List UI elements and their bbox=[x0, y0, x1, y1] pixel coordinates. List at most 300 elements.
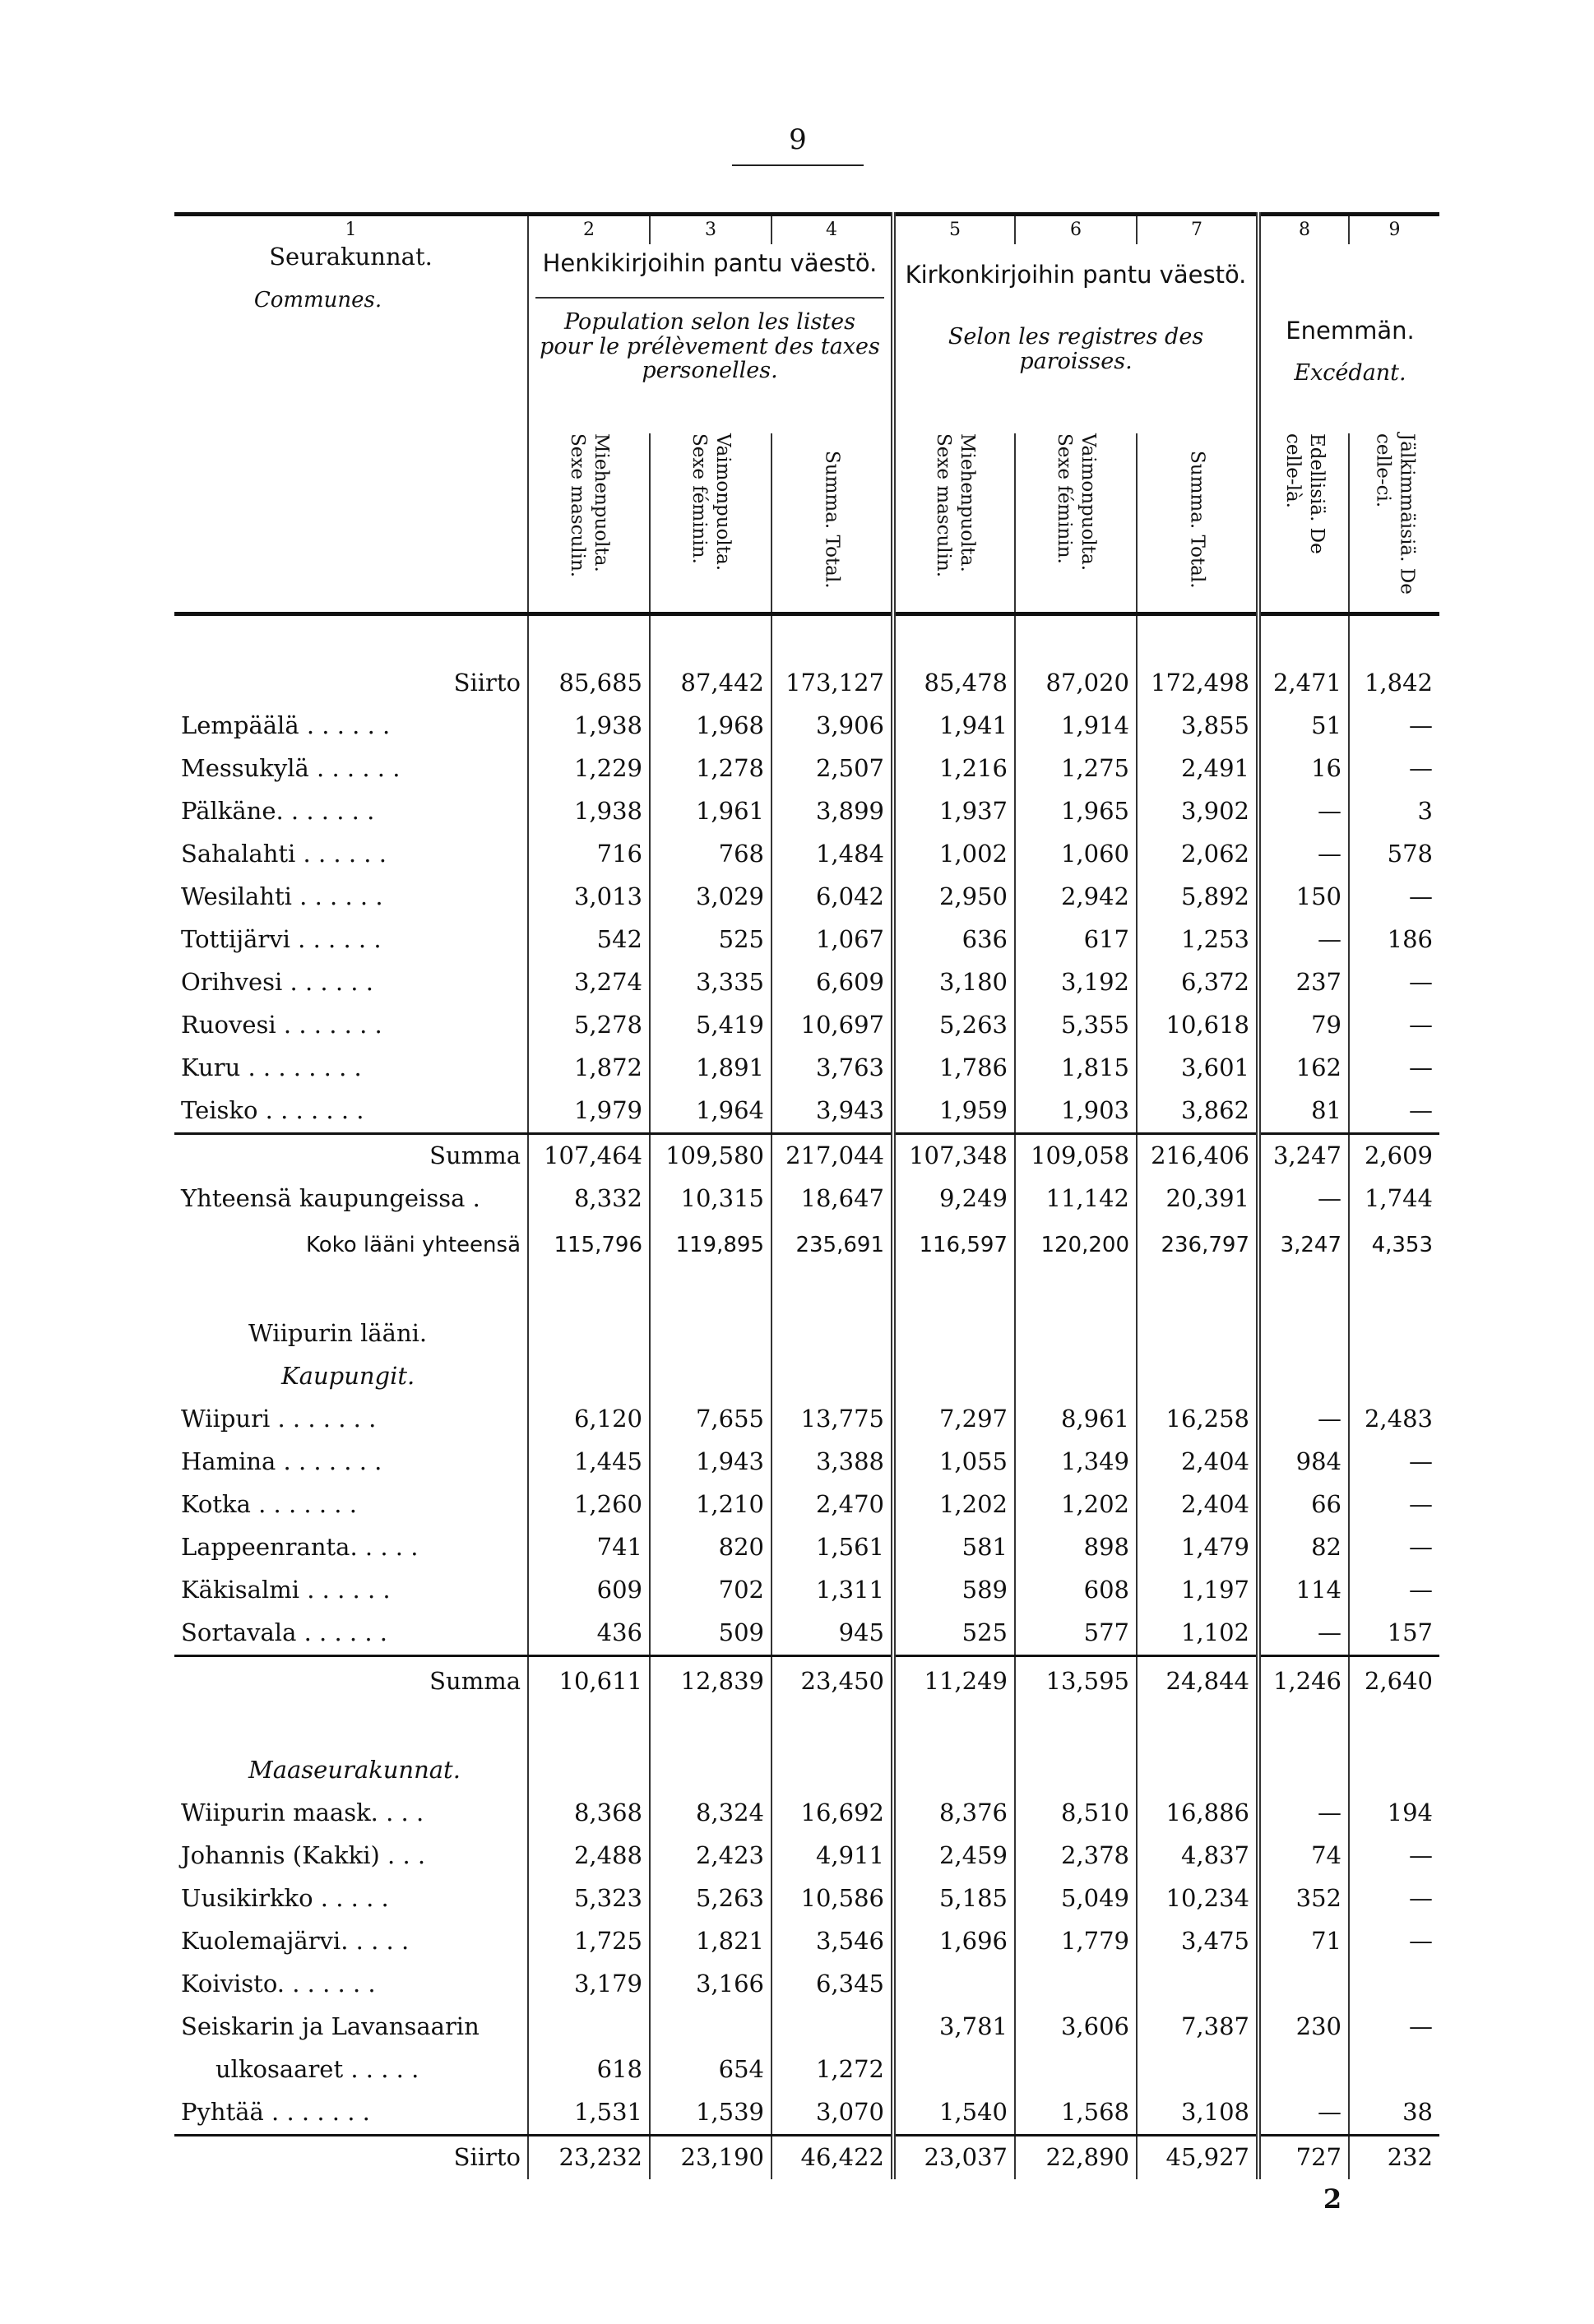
cell: 6,372 bbox=[1137, 961, 1258, 1004]
row-label: Seiskarin ja Lavansaarin bbox=[181, 2012, 480, 2040]
cell: 525 bbox=[893, 1612, 1015, 1656]
town-name: Sortavala . . . . . . bbox=[181, 1618, 387, 1646]
cell: 13,775 bbox=[772, 1398, 893, 1441]
table-row bbox=[174, 1398, 1439, 1441]
cell: 1,246 bbox=[1258, 1655, 1349, 1706]
cell: — bbox=[1258, 1398, 1349, 1441]
cell: 23,450 bbox=[772, 1655, 893, 1706]
cell: 3,013 bbox=[528, 876, 650, 919]
summa-row bbox=[174, 1655, 1439, 1706]
cell bbox=[1015, 1963, 1137, 2006]
cell: 3,855 bbox=[1137, 705, 1258, 748]
cell: 3,179 bbox=[528, 1963, 650, 2006]
cell: 1,979 bbox=[528, 1090, 650, 1134]
cell: 618 bbox=[528, 2049, 650, 2091]
cell: 87,442 bbox=[650, 662, 772, 705]
cell: 107,464 bbox=[528, 1133, 650, 1178]
cell bbox=[893, 2049, 1015, 2091]
cell: 1,937 bbox=[893, 790, 1015, 833]
cell bbox=[1349, 1706, 1439, 1749]
cell: 1,872 bbox=[528, 1047, 650, 1090]
colnum-3: 3 bbox=[650, 215, 772, 245]
communes-subheader bbox=[174, 433, 528, 613]
cell bbox=[893, 1749, 1015, 1792]
cell: — bbox=[1349, 876, 1439, 919]
group1-header-fr: Population selon les listes pour le prélèvement des taxes personelles. bbox=[535, 297, 884, 383]
cell: 236,797 bbox=[1137, 1220, 1258, 1270]
cell: 984 bbox=[1258, 1441, 1349, 1484]
cell bbox=[528, 1270, 650, 1312]
cell: — bbox=[1349, 1877, 1439, 1920]
cell: — bbox=[1349, 1090, 1439, 1134]
table-row bbox=[174, 1792, 1439, 1835]
cell: 172,498 bbox=[1137, 662, 1258, 705]
town-name: Wiipuri . . . . . . . bbox=[181, 1404, 377, 1433]
seiskari-row-1 bbox=[174, 2006, 1439, 2049]
cell: 2,942 bbox=[1015, 876, 1137, 919]
cell: 1,779 bbox=[1015, 1920, 1137, 1963]
cell: 18,647 bbox=[772, 1178, 893, 1220]
cell: 3,763 bbox=[772, 1047, 893, 1090]
cell bbox=[1349, 1312, 1439, 1355]
commune-name: Pälkäne. . . . . . . bbox=[181, 796, 375, 825]
table-row bbox=[174, 1612, 1439, 1656]
cell: 3,781 bbox=[893, 2006, 1015, 2049]
table-row bbox=[174, 833, 1439, 876]
spacer-row bbox=[174, 613, 1439, 662]
cell: 10,586 bbox=[772, 1877, 893, 1920]
cell: 1,202 bbox=[1015, 1484, 1137, 1526]
cell: 23,232 bbox=[528, 2135, 650, 2179]
cell: 2,378 bbox=[1015, 1835, 1137, 1877]
cell: 1,941 bbox=[893, 705, 1015, 748]
cell: 1,311 bbox=[772, 1569, 893, 1612]
cell: 3,902 bbox=[1137, 790, 1258, 833]
cell: 85,478 bbox=[893, 662, 1015, 705]
cell: 5,263 bbox=[650, 1877, 772, 1920]
cell: — bbox=[1349, 1004, 1439, 1047]
carry-row-top bbox=[174, 662, 1439, 705]
cell: 10,618 bbox=[1137, 1004, 1258, 1047]
prev-header: Edellisiä. De celle-là. bbox=[1258, 433, 1349, 613]
commune-name: Sahalahti . . . . . . bbox=[181, 839, 387, 868]
cell: 509 bbox=[650, 1612, 772, 1656]
cell: 119,895 bbox=[650, 1220, 772, 1270]
carry-label: Siirto bbox=[453, 668, 521, 697]
cell: — bbox=[1349, 1569, 1439, 1612]
cell: 1,959 bbox=[893, 1090, 1015, 1134]
cell: 3,180 bbox=[893, 961, 1015, 1004]
cell: 1,914 bbox=[1015, 705, 1137, 748]
cell: 85,685 bbox=[528, 662, 650, 705]
cell bbox=[1137, 1270, 1258, 1312]
table-row bbox=[174, 919, 1439, 961]
cell: — bbox=[1258, 1178, 1349, 1220]
cell: 3,601 bbox=[1137, 1047, 1258, 1090]
cell: 1,943 bbox=[650, 1441, 772, 1484]
cell: 22,890 bbox=[1015, 2135, 1137, 2179]
cell: 702 bbox=[650, 1569, 772, 1612]
cell: — bbox=[1258, 790, 1349, 833]
cell: 1,568 bbox=[1015, 2091, 1137, 2136]
cell: 5,185 bbox=[893, 1877, 1015, 1920]
towns-row bbox=[174, 1178, 1439, 1220]
cell bbox=[1349, 1963, 1439, 2006]
cell: 4,353 bbox=[1349, 1220, 1439, 1270]
cell: 3,899 bbox=[772, 790, 893, 833]
cell bbox=[1349, 1355, 1439, 1398]
colnum-8: 8 bbox=[1258, 215, 1349, 245]
female-header-2: Vaimonpuolta. Sexe féminin. bbox=[1015, 433, 1137, 613]
cell: 3,606 bbox=[1015, 2006, 1137, 2049]
cell: 8,332 bbox=[528, 1178, 650, 1220]
table-row bbox=[174, 1047, 1439, 1090]
cell: 2,404 bbox=[1137, 1484, 1258, 1526]
cell: 8,376 bbox=[893, 1792, 1015, 1835]
cell: 1,539 bbox=[650, 2091, 772, 2136]
commune-name: Orihvesi . . . . . . bbox=[181, 967, 373, 996]
cell: 3,906 bbox=[772, 705, 893, 748]
cell: 3,108 bbox=[1137, 2091, 1258, 2136]
cell: 741 bbox=[528, 1526, 650, 1569]
cell: 115,796 bbox=[528, 1220, 650, 1270]
cell: 820 bbox=[650, 1526, 772, 1569]
commune-name: Wiipurin maask. . . . bbox=[181, 1798, 424, 1826]
cell: 3,335 bbox=[650, 961, 772, 1004]
cell: 12,839 bbox=[650, 1655, 772, 1706]
cell: 609 bbox=[528, 1569, 650, 1612]
cell: — bbox=[1349, 1047, 1439, 1090]
table-row bbox=[174, 705, 1439, 748]
cell bbox=[772, 1749, 893, 1792]
commune-name: Lempäälä . . . . . . bbox=[181, 711, 391, 739]
cell: 3,247 bbox=[1258, 1133, 1349, 1178]
cell bbox=[893, 1270, 1015, 1312]
cell: 768 bbox=[650, 833, 772, 876]
male-header-2: Miehenpuolta. Sexe masculin. bbox=[893, 433, 1015, 613]
cell: 235,691 bbox=[772, 1220, 893, 1270]
cell bbox=[1015, 1749, 1137, 1792]
cell: 1,055 bbox=[893, 1441, 1015, 1484]
cell bbox=[772, 1270, 893, 1312]
cell: 81 bbox=[1258, 1090, 1349, 1134]
town-name: Hamina . . . . . . . bbox=[181, 1447, 382, 1475]
female-header-1: Vaimonpuolta. Sexe féminin. bbox=[650, 433, 772, 613]
cell bbox=[1349, 1270, 1439, 1312]
group3-header-fr: Excédant. bbox=[1294, 359, 1406, 386]
cell: 3,192 bbox=[1015, 961, 1137, 1004]
cell: 16,886 bbox=[1137, 1792, 1258, 1835]
table-row bbox=[174, 1569, 1439, 1612]
row-label: Maaseurakunnat. bbox=[248, 1755, 461, 1784]
cell: 11,249 bbox=[893, 1655, 1015, 1706]
cell: 1,067 bbox=[772, 919, 893, 961]
cell: 1,216 bbox=[893, 748, 1015, 790]
cell: 1,938 bbox=[528, 705, 650, 748]
cell bbox=[650, 1270, 772, 1312]
table-row bbox=[174, 1835, 1439, 1877]
cell: 945 bbox=[772, 1612, 893, 1656]
cell: 10,697 bbox=[772, 1004, 893, 1047]
cell: 5,278 bbox=[528, 1004, 650, 1047]
cell: 162 bbox=[1258, 1047, 1349, 1090]
cell bbox=[1015, 1706, 1137, 1749]
cell: — bbox=[1349, 1920, 1439, 1963]
section-subtitle-row bbox=[174, 1355, 1439, 1398]
cell: 107,348 bbox=[893, 1133, 1015, 1178]
table-row bbox=[174, 961, 1439, 1004]
cell: — bbox=[1349, 1441, 1439, 1484]
cell: — bbox=[1349, 2006, 1439, 2049]
cell: 1,968 bbox=[650, 705, 772, 748]
cell bbox=[1137, 1312, 1258, 1355]
cell: — bbox=[1258, 2091, 1349, 2136]
row-label: Summa bbox=[174, 1133, 528, 1178]
cell: 5,323 bbox=[528, 1877, 650, 1920]
total-row bbox=[174, 1220, 1439, 1270]
cell: 436 bbox=[528, 1612, 650, 1656]
cell: 8,368 bbox=[528, 1792, 650, 1835]
cell: 3,274 bbox=[528, 961, 650, 1004]
cell: 1,197 bbox=[1137, 1569, 1258, 1612]
cell bbox=[772, 1706, 893, 1749]
cell: 898 bbox=[1015, 1526, 1137, 1569]
cell bbox=[893, 1963, 1015, 2006]
cell: 1,275 bbox=[1015, 748, 1137, 790]
cell: 10,315 bbox=[650, 1178, 772, 1220]
subheader-row bbox=[174, 433, 1439, 613]
cell: 1,891 bbox=[650, 1047, 772, 1090]
cell bbox=[650, 1749, 772, 1792]
cell: 3 bbox=[1349, 790, 1439, 833]
cell: 1,060 bbox=[1015, 833, 1137, 876]
cell: 1,229 bbox=[528, 748, 650, 790]
cell: 11,142 bbox=[1015, 1178, 1137, 1220]
row-label: Koko lääni yhteensä bbox=[305, 1232, 521, 1257]
page-number-rule bbox=[732, 164, 864, 166]
cell bbox=[528, 1706, 650, 1749]
cell: 2,470 bbox=[772, 1484, 893, 1526]
cell bbox=[772, 1312, 893, 1355]
cell: 1,260 bbox=[528, 1484, 650, 1526]
commune-name: Kuru . . . . . . . . bbox=[181, 1053, 362, 1081]
cell bbox=[650, 1355, 772, 1398]
table-row bbox=[174, 748, 1439, 790]
cell: 120,200 bbox=[1015, 1220, 1137, 1270]
cell bbox=[1258, 2049, 1349, 2091]
table-row bbox=[174, 1090, 1439, 1134]
colnum-5: 5 bbox=[893, 215, 1015, 245]
cell: 578 bbox=[1349, 833, 1439, 876]
row-label: Pyhtää . . . . . . . bbox=[181, 2097, 370, 2126]
table-row bbox=[174, 1526, 1439, 1569]
cell: 3,166 bbox=[650, 1963, 772, 2006]
commune-name: Tottijärvi . . . . . . bbox=[181, 924, 382, 953]
cell: 237 bbox=[1258, 961, 1349, 1004]
cell: 10,234 bbox=[1137, 1877, 1258, 1920]
cell bbox=[1137, 1749, 1258, 1792]
cell: 3,388 bbox=[772, 1441, 893, 1484]
cell: 1,696 bbox=[893, 1920, 1015, 1963]
cell: 217,044 bbox=[772, 1133, 893, 1178]
cell: 79 bbox=[1258, 1004, 1349, 1047]
cell: — bbox=[1258, 833, 1349, 876]
group1-header bbox=[528, 244, 893, 433]
cell: 87,020 bbox=[1015, 662, 1137, 705]
cell: 636 bbox=[893, 919, 1015, 961]
cell: — bbox=[1349, 1526, 1439, 1569]
commune-name: Johannis (Kakki) . . . bbox=[181, 1840, 426, 1869]
cell: 2,483 bbox=[1349, 1398, 1439, 1441]
cell: 1,540 bbox=[893, 2091, 1015, 2136]
group2-header-fi: Kirkonkirjoihin pantu väestö. bbox=[905, 261, 1247, 289]
cell: — bbox=[1349, 748, 1439, 790]
cell: 1,842 bbox=[1349, 662, 1439, 705]
cell: — bbox=[1349, 1835, 1439, 1877]
cell bbox=[528, 2006, 650, 2049]
cell: 7,655 bbox=[650, 1398, 772, 1441]
group3-header-fi: Enemmän. bbox=[1286, 317, 1415, 345]
cell: 1,002 bbox=[893, 833, 1015, 876]
cell: — bbox=[1349, 961, 1439, 1004]
communes-header bbox=[174, 244, 528, 433]
cell: 1,561 bbox=[772, 1526, 893, 1569]
cell: 16,692 bbox=[772, 1792, 893, 1835]
cell: 186 bbox=[1349, 919, 1439, 961]
cell bbox=[893, 1312, 1015, 1355]
cell bbox=[1349, 2049, 1439, 2091]
table-row bbox=[174, 1920, 1439, 1963]
cell: 7,297 bbox=[893, 1398, 1015, 1441]
cell: 1,965 bbox=[1015, 790, 1137, 833]
cell: 5,263 bbox=[893, 1004, 1015, 1047]
summa-row bbox=[174, 1133, 1439, 1178]
colnum-7: 7 bbox=[1137, 215, 1258, 245]
cell: 1,531 bbox=[528, 2091, 650, 2136]
total-header-1: Summa. Total. bbox=[772, 433, 893, 613]
section-title-row bbox=[174, 1312, 1439, 1355]
cell: 2,950 bbox=[893, 876, 1015, 919]
commune-name: Kuolemajärvi. . . . . bbox=[181, 1926, 410, 1955]
group1-header-fi: Henkikirjoihin pantu väestö. bbox=[542, 249, 878, 277]
cell: 608 bbox=[1015, 1569, 1137, 1612]
cell bbox=[772, 1355, 893, 1398]
cell: 1,821 bbox=[650, 1920, 772, 1963]
cell: 3,475 bbox=[1137, 1920, 1258, 1963]
cell: 230 bbox=[1258, 2006, 1349, 2049]
cell: 51 bbox=[1258, 705, 1349, 748]
cell: 116,597 bbox=[893, 1220, 1015, 1270]
column-numbers-row bbox=[174, 215, 1439, 245]
cell: 1,815 bbox=[1015, 1047, 1137, 1090]
cell: 1,102 bbox=[1137, 1612, 1258, 1656]
cell: 1,786 bbox=[893, 1047, 1015, 1090]
page-number: 9 bbox=[789, 123, 807, 156]
cell: 1,744 bbox=[1349, 1178, 1439, 1220]
group-header-row bbox=[174, 244, 1439, 433]
cell: 194 bbox=[1349, 1792, 1439, 1835]
cell: 16 bbox=[1258, 748, 1349, 790]
cell: — bbox=[1258, 1792, 1349, 1835]
cell: 1,938 bbox=[528, 790, 650, 833]
cell: 109,058 bbox=[1015, 1133, 1137, 1178]
cell: 1,479 bbox=[1137, 1526, 1258, 1569]
group2-header bbox=[893, 244, 1258, 433]
cell: 617 bbox=[1015, 919, 1137, 961]
cell: 727 bbox=[1258, 2135, 1349, 2179]
cell: 6,345 bbox=[772, 1963, 893, 2006]
cell: 2,062 bbox=[1137, 833, 1258, 876]
commune-name: Teisko . . . . . . . bbox=[181, 1095, 364, 1124]
cell bbox=[1015, 1270, 1137, 1312]
cell: 654 bbox=[650, 2049, 772, 2091]
cell bbox=[1258, 1749, 1349, 1792]
table-row bbox=[174, 1441, 1439, 1484]
cell: 5,419 bbox=[650, 1004, 772, 1047]
colnum-4: 4 bbox=[772, 215, 893, 245]
cell: 38 bbox=[1349, 2091, 1439, 2136]
table-row bbox=[174, 1877, 1439, 1920]
cell: 2,423 bbox=[650, 1835, 772, 1877]
cell: 6,120 bbox=[528, 1398, 650, 1441]
cell: 1,903 bbox=[1015, 1090, 1137, 1134]
row-label bbox=[174, 1706, 528, 1749]
cell: 45,927 bbox=[1137, 2135, 1258, 2179]
cell: 1,725 bbox=[528, 1920, 650, 1963]
commune-name: Ruovesi . . . . . . . bbox=[181, 1010, 382, 1039]
group2-header-fr: Selon les registres des paroisses. bbox=[948, 323, 1204, 374]
colnum-6: 6 bbox=[1015, 215, 1137, 245]
cell: 10,611 bbox=[528, 1655, 650, 1706]
cell: 2,488 bbox=[528, 1835, 650, 1877]
row-label bbox=[174, 1270, 528, 1312]
cell: 2,640 bbox=[1349, 1655, 1439, 1706]
communes-header-fr: Communes. bbox=[253, 287, 382, 312]
footer-number: 2 bbox=[1323, 2183, 1342, 2215]
cell: 82 bbox=[1258, 1526, 1349, 1569]
commune-name: Wesilahti . . . . . . bbox=[181, 882, 383, 910]
cell bbox=[1137, 1355, 1258, 1398]
cell: 589 bbox=[893, 1569, 1015, 1612]
cell: 542 bbox=[528, 919, 650, 961]
cell bbox=[650, 1312, 772, 1355]
cell bbox=[528, 1355, 650, 1398]
cell: 1,964 bbox=[650, 1090, 772, 1134]
cell: 1,445 bbox=[528, 1441, 650, 1484]
cell bbox=[893, 1355, 1015, 1398]
table-row bbox=[174, 1484, 1439, 1526]
cell: 23,190 bbox=[650, 2135, 772, 2179]
cell bbox=[1137, 1706, 1258, 1749]
cell: 2,491 bbox=[1137, 748, 1258, 790]
cell bbox=[1015, 2049, 1137, 2091]
row-label: Koivisto. . . . . . . bbox=[181, 1969, 376, 1998]
cell: 109,580 bbox=[650, 1133, 772, 1178]
table-row bbox=[174, 1004, 1439, 1047]
cell bbox=[1258, 1312, 1349, 1355]
koivisto-row bbox=[174, 1963, 1439, 2006]
total-header-2: Summa. Total. bbox=[1137, 433, 1258, 613]
cell: 4,911 bbox=[772, 1835, 893, 1877]
cell: 173,127 bbox=[772, 662, 893, 705]
cell: 216,406 bbox=[1137, 1133, 1258, 1178]
cell: 3,247 bbox=[1258, 1220, 1349, 1270]
cell bbox=[528, 1312, 650, 1355]
cell: 71 bbox=[1258, 1920, 1349, 1963]
group3-header bbox=[1258, 244, 1439, 433]
cell: 577 bbox=[1015, 1612, 1137, 1656]
cell bbox=[1349, 1749, 1439, 1792]
